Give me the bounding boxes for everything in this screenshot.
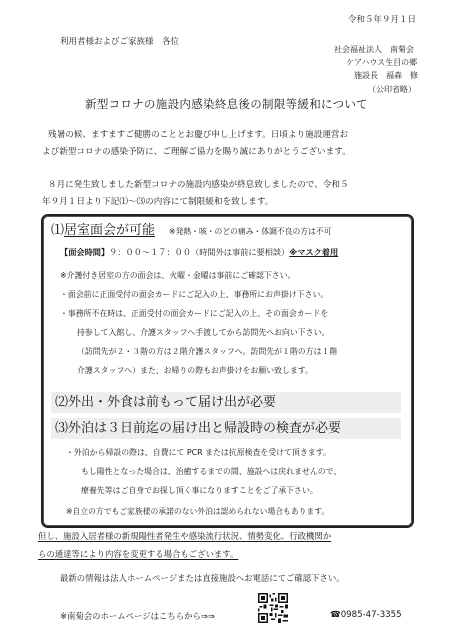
intro-p1-line2: よび新型コロナの感染予防に、ご理解ご協力を賜り誠にありがとうございます。 xyxy=(42,147,351,157)
section-1-heading xyxy=(51,219,332,238)
section-2-title: 外出・外食は前もって届け出が必要 xyxy=(68,395,277,410)
section-2-heading xyxy=(51,392,401,413)
footer-info-line: 最新の情報は法人ホームページまたは直接施設へお電話にてご確認下さい。 xyxy=(60,573,345,583)
intro-paragraph-1 xyxy=(42,127,418,161)
sender-org: 社会福祉法人 南菊会 xyxy=(334,45,414,54)
footer-notice-line-2: らの通達等により内容を変更する場合もございます。 xyxy=(38,549,239,559)
list-item: ・面会前に正面受付の面会カードにご記入の上、事務所にお声掛け下さい。 xyxy=(60,290,329,299)
section-1-number: ⑴ xyxy=(51,223,65,238)
list-item: ※介護付き居室の方の面会は、火曜・金曜は事前にご確認下さい。 xyxy=(60,271,296,280)
list-item: ・外泊から帰設の際は、自費にて PCR または抗原検査を受けて頂きます。 xyxy=(66,448,331,457)
list-item: 介護スタッフへ）また、お帰りの際もお声掛けをお願い致します。 xyxy=(77,366,313,375)
qr-code-icon[interactable] xyxy=(258,593,288,623)
addressee: 利用者様およびご家族様 各位 xyxy=(60,37,180,47)
footer-notice-line-1: 但し、施設入居者様の新規陽性者発生や感染流行状況、情勢変化、行政機関か xyxy=(38,531,332,541)
list-item: もし陽性となった場合は、治癒するまでの間、施設へは戻れませんので、 xyxy=(81,467,342,476)
intro-p2-line2: 年９月１日より下記⑴〜⑶の内容にて制限緩和を致します。 xyxy=(42,197,274,207)
list-item: 療養先等はご自身でお探し頂く事になりますことをご了承下さい。 xyxy=(81,486,318,495)
list-item: 持参して入館し、介護スタッフへ手渡してから訪問先へお向い下さい。 xyxy=(77,328,330,337)
section-2-number: ⑵ xyxy=(55,395,69,410)
section-3-list xyxy=(66,443,341,500)
section-1-title: 居室面会が可能 xyxy=(64,223,156,238)
intro-p1-line1: 残暑の候、ますますご健勝のこととお慶び申し上げます。日頃より施設運営お xyxy=(48,130,349,140)
list-item: （訪問先が２・３階の方は２階介護スタッフへ。訪問先が１階の方は１階 xyxy=(77,347,338,356)
document-date: 令和５年９月１日 xyxy=(347,15,416,25)
visiting-hours xyxy=(60,247,338,258)
homepage-link-text[interactable]: ※南菊会のホームページはこちらから⇒⇒ xyxy=(60,611,215,621)
sender-director: 施設長 福森 修 xyxy=(354,71,418,81)
sender-seal-note: （公印省略） xyxy=(368,84,416,94)
document-title: 新型コロナの施設内感染終息後の制限等緩和について xyxy=(85,97,368,111)
section-3-heading xyxy=(51,418,401,439)
section-3-number: ⑶ xyxy=(55,421,69,436)
mask-required-note: ※マスク着用 xyxy=(289,247,339,257)
sender-facility: ケアハウス生目の郷 xyxy=(346,58,418,68)
phone-number: ☎0985-47-3355 xyxy=(330,610,402,620)
intro-p2-line1: ８月に発生致しました新型コロナの施設内感染が終息致しましたので、令和５ xyxy=(48,180,349,190)
section-1-list xyxy=(60,266,337,380)
section-1-note: ※発熱・咳・のどの痛み・体調不良の方は不可 xyxy=(169,227,332,236)
section-3-title: 外泊は３日前迄の届け出と帰設時の検査が必要 xyxy=(68,421,342,436)
self-reliant-note: ※自立の方でもご家族様の承諾のない外泊は認められない場合もあります。 xyxy=(66,507,330,516)
intro-paragraph-2 xyxy=(42,177,418,211)
visiting-hours-label: 【面会時間】 xyxy=(60,247,110,257)
list-item: ・事務所不在時は、正面受付の面会カードにご記入の上、その面会カードを xyxy=(60,309,329,318)
sender-block xyxy=(334,43,418,96)
visiting-hours-value: ９：００〜１７：００（時間外は事前に要相談） xyxy=(109,247,290,257)
